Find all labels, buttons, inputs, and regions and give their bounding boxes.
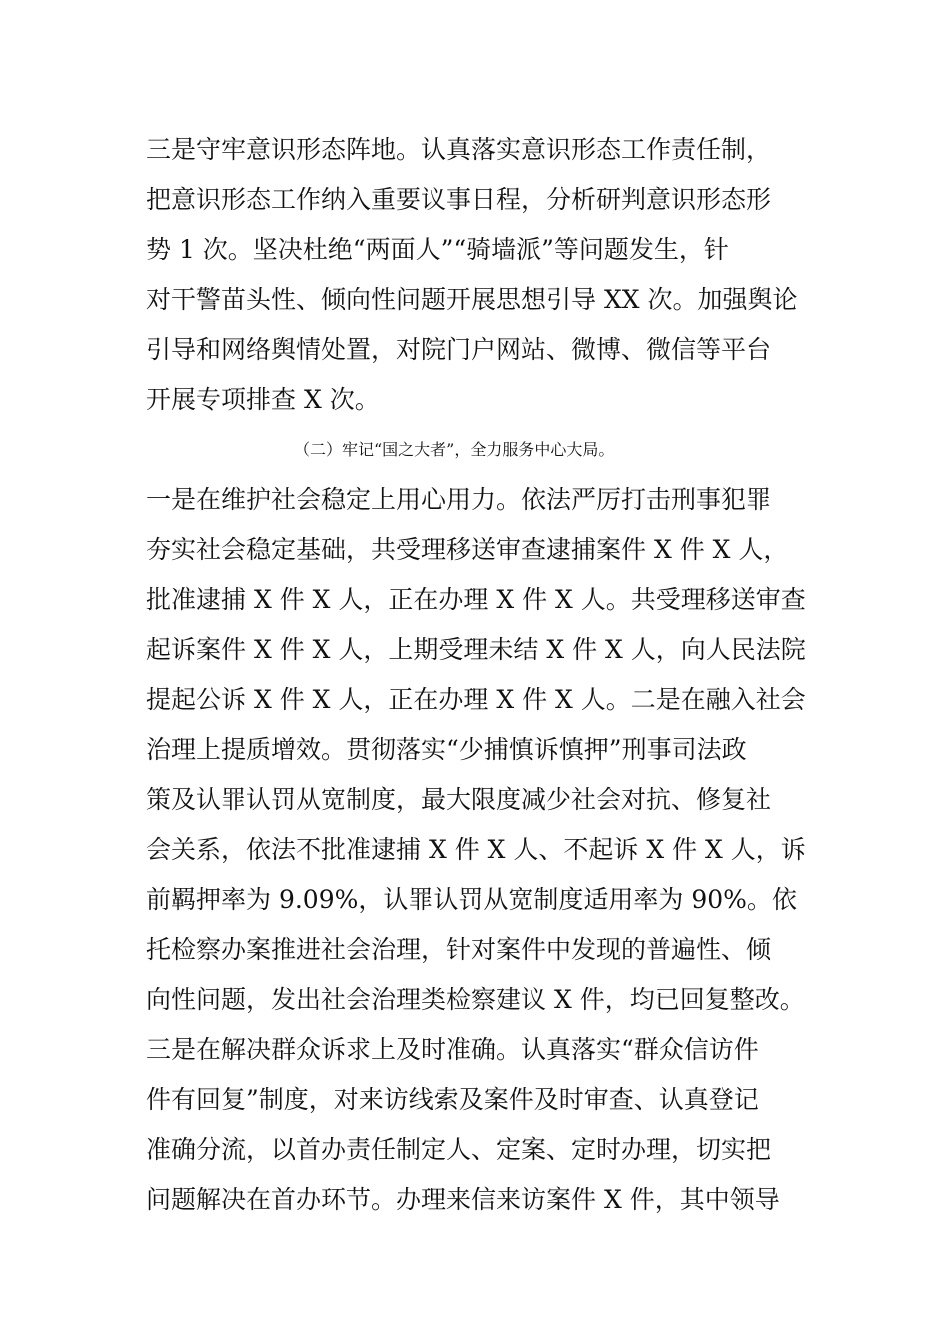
text-line: 开展专项排查 X 次。 (146, 385, 380, 414)
text-line: 势 1 次。坚决杜绝“两面人”“骑墙派”等问题发生，针 (146, 235, 729, 264)
text-line: 托检察办案推进社会治理，针对案件中发现的普遍性、倾 (146, 935, 772, 964)
text-line: 批准逮捕 X 件 X 人，正在办理 X 件 X 人。共受理移送审查 (146, 585, 806, 614)
text-line: 夯实社会稳定基础，共受理移送审查逮捕案件 X 件 X 人， (146, 535, 789, 564)
text-line: 件有回复”制度，对来访线索及案件及时审查、认真登记 (146, 1085, 759, 1114)
text-line: 前羁押率为 9.09%，认罪认罚从宽制度适用率为 90%。依 (146, 885, 797, 914)
text-line: 一是在维护社会稳定上用心用力。依法严厉打击刑事犯罪 (146, 485, 772, 514)
text-line: 策及认罪认罚从宽制度，最大限度减少社会对抗、修复社 (146, 785, 772, 814)
section-heading: （二）牢记“国之大者”，全力服务中心大局。 (294, 440, 615, 459)
text-line: 准确分流，以首办责任制定人、定案、定时办理，切实把 (146, 1135, 772, 1164)
text-line: 三是在解决群众诉求上及时准确。认真落实“群众信访件 (146, 1035, 759, 1064)
text-line: 向性问题，发出社会治理类检察建议 X 件，均已回复整改。 (146, 985, 805, 1014)
text-line: 提起公诉 X 件 X 人，正在办理 X 件 X 人。二是在融入社会 (146, 685, 806, 714)
text-line: 对干警苗头性、倾向性问题开展思想引导 XX 次。加强舆论 (146, 285, 798, 314)
text-line: 会关系，依法不批准逮捕 X 件 X 人、不起诉 X 件 X 人，诉 (146, 835, 806, 864)
text-line: 起诉案件 X 件 X 人，上期受理未结 X 件 X 人，向人民法院 (146, 635, 806, 664)
text-line: 三是守牢意识形态阵地。认真落实意识形态工作责任制， (146, 135, 772, 164)
text-line: 引导和网络舆情处置，对院门户网站、微博、微信等平台 (146, 335, 772, 364)
text-line: 把意识形态工作纳入重要议事日程，分析研判意识形态形 (146, 185, 772, 214)
text-line: 治理上提质增效。贯彻落实“少捕慎诉慎押”刑事司法政 (146, 735, 747, 764)
text-line: 问题解决在首办环节。办理来信来访案件 X 件，其中领导 (146, 1185, 780, 1214)
